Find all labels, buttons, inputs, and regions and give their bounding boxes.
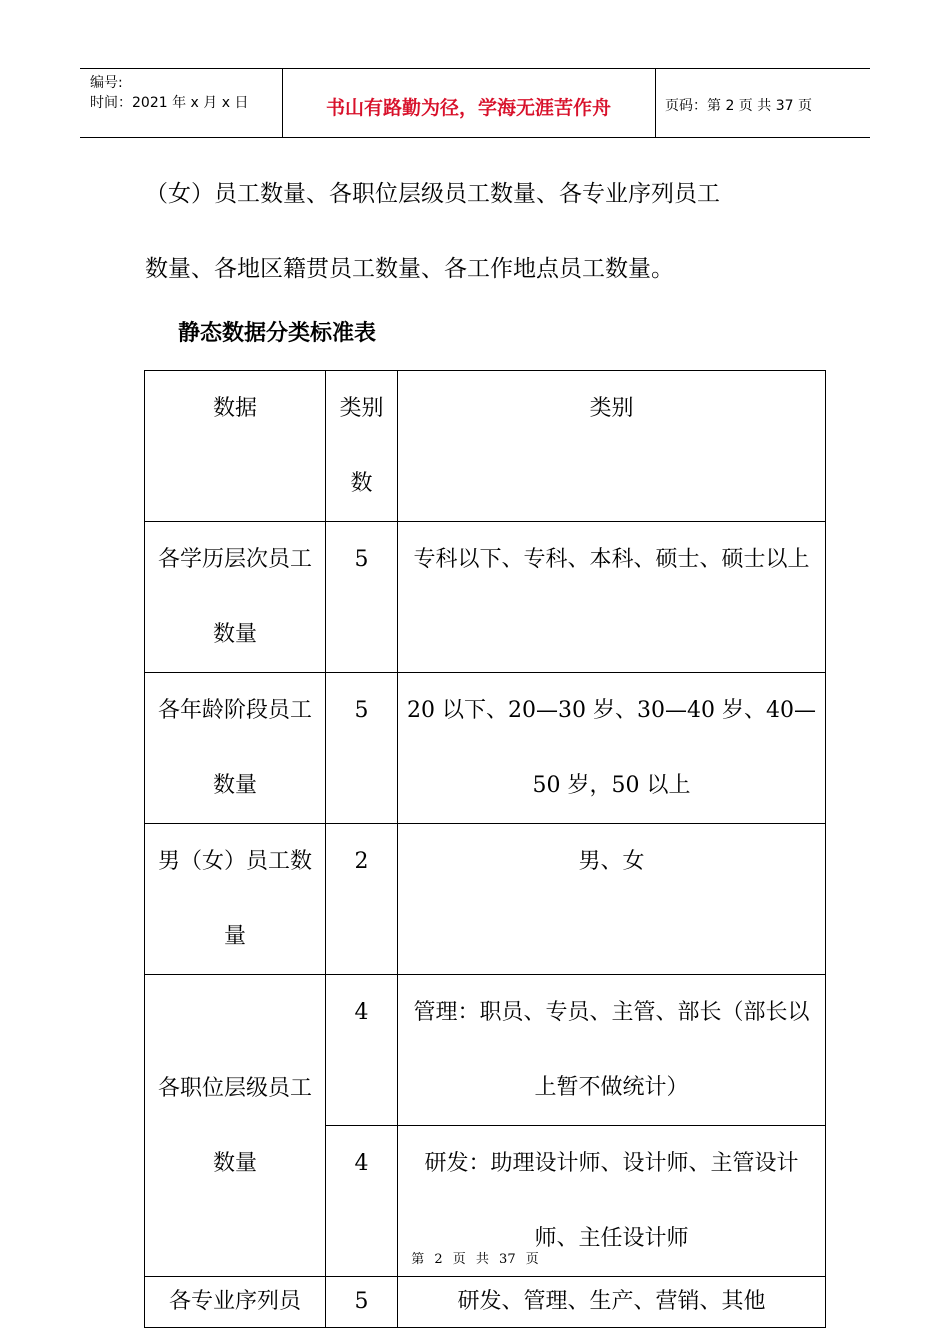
table-title: 静态数据分类标准表 bbox=[178, 321, 377, 346]
table-row bbox=[145, 1277, 826, 1328]
header-cell-count: 类别数 bbox=[326, 371, 398, 522]
table-row bbox=[145, 522, 826, 673]
count-cell: 4 bbox=[326, 1126, 398, 1277]
count-cell: 2 bbox=[326, 824, 398, 975]
category-cell: 研发、管理、生产、营销、其他 bbox=[398, 1277, 826, 1328]
body-paragraph bbox=[145, 157, 825, 307]
category-cell: 专科以下、专科、本科、硕士、硕士以上 bbox=[398, 522, 826, 673]
count-cell: 4 bbox=[326, 975, 398, 1126]
category-cell: 男、女 bbox=[398, 824, 826, 975]
data-cell: 各学历层次员工数量 bbox=[145, 522, 326, 673]
doc-number: 编号: bbox=[90, 75, 123, 91]
table-header-row bbox=[145, 371, 826, 522]
header-page-info: 页码：第 2 页 共 37 页 bbox=[665, 98, 812, 114]
count-cell: 5 bbox=[326, 522, 398, 673]
category-cell: 研发：助理设计师、设计师、主管设计师、主任设计师 bbox=[398, 1126, 826, 1277]
page-header bbox=[80, 68, 870, 138]
page-footer: 第 2 页 共 37 页 bbox=[411, 1252, 539, 1267]
header-cell-data: 数据 bbox=[145, 371, 326, 522]
paragraph-line: 数量、各地区籍贯员工数量、各工作地点员工数量。 bbox=[145, 256, 674, 282]
header-motto: 书山有路勤为径，学海无涯苦作舟 bbox=[325, 97, 611, 119]
count-cell: 5 bbox=[326, 673, 398, 824]
doc-date: 时间：2021 年 x 月 x 日 bbox=[90, 95, 249, 111]
table-row bbox=[145, 824, 826, 975]
header-divider bbox=[655, 69, 656, 137]
count-cell: 5 bbox=[326, 1277, 398, 1328]
category-cell: 20 以下、20—30 岁、30—40 岁、40—50 岁，50 以上 bbox=[398, 673, 826, 824]
data-cell: 各职位层级员工数量 bbox=[145, 975, 326, 1277]
header-cell-category: 类别 bbox=[398, 371, 826, 522]
paragraph-line: （女）员工数量、各职位层级员工数量、各专业序列员工 bbox=[145, 181, 720, 207]
data-cell: 各专业序列员 bbox=[145, 1277, 326, 1328]
classification-table bbox=[144, 370, 826, 1328]
data-cell: 男（女）员工数量 bbox=[145, 824, 326, 975]
category-cell: 管理：职员、专员、主管、部长（部长以上暂不做统计） bbox=[398, 975, 826, 1126]
data-cell: 各年龄阶段员工数量 bbox=[145, 673, 326, 824]
table-row bbox=[145, 673, 826, 824]
table-row bbox=[145, 975, 826, 1126]
header-meta bbox=[90, 73, 248, 113]
